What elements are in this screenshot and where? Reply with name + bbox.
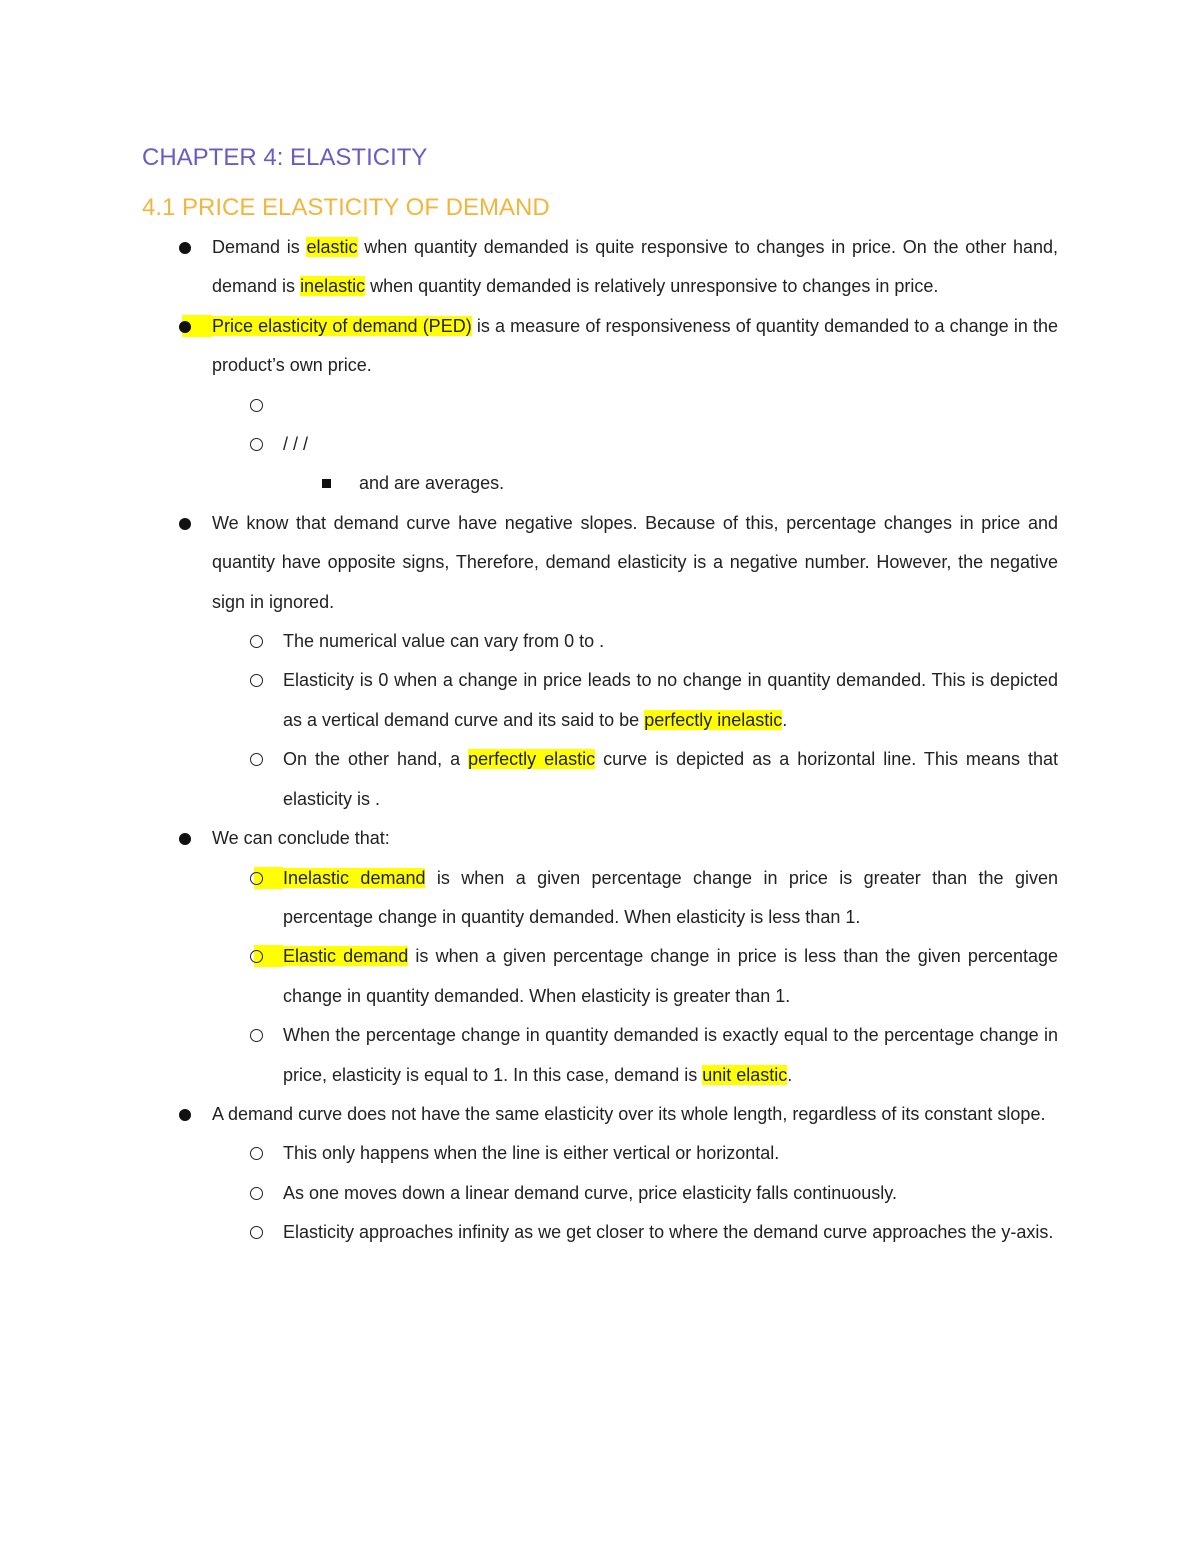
bullet-square-icon [322, 479, 331, 488]
sub-bullet-item [142, 1134, 1058, 1173]
highlighted-term: elastic [306, 237, 358, 257]
bullet-item [142, 819, 1058, 858]
sub-bullet-item [142, 1174, 1058, 1213]
text-run: curve is depicted as a horizontal line. This means that elasticity is . [283, 749, 1058, 809]
bullet-item [142, 228, 1058, 307]
text-run: The numerical value can vary from 0 to . [283, 631, 605, 652]
highlighted-term: Price elasticity of demand (PED) [212, 315, 472, 336]
document-body [142, 138, 1058, 1253]
sub-bullet-item [142, 1213, 1058, 1252]
bullet-dot-icon [179, 518, 191, 530]
sub-bullet-item [142, 1016, 1058, 1095]
sub-bullet-item [142, 937, 1058, 1016]
bullet-item [142, 1095, 1058, 1134]
chapter-title: CHAPTER 4: ELASTICITY [142, 144, 428, 171]
highlighted-term: Elastic demand [283, 946, 409, 967]
bullet-item [142, 307, 1058, 386]
sub-sub-bullet-item [142, 464, 1058, 503]
bullet-circle-icon [250, 753, 263, 766]
bullet-dot-icon [179, 1109, 191, 1121]
highlighted-term: perfectly elastic [468, 749, 596, 770]
bullet-dot-icon [179, 321, 191, 333]
sub-bullet-item [142, 425, 1058, 464]
text-run: . [782, 709, 788, 730]
text-run: when quantity demanded is quite responsive to changes in price. On the other hand, demand is [212, 237, 1058, 297]
highlighted-term: inelastic [300, 276, 366, 297]
sub-bullet-item [142, 622, 1058, 661]
text-run: A demand curve does not have the same elasticity over its whole length, regardless of its constant slope. [212, 1103, 1046, 1124]
bullet-dot-icon [179, 833, 191, 845]
bullet-circle-icon [250, 635, 263, 648]
bullet-circle-icon [250, 399, 263, 412]
section-title: 4.1 PRICE ELASTICITY OF DEMAND [142, 194, 550, 221]
bullet-circle-icon [250, 1029, 263, 1042]
text-run: When the percentage change in quantity demanded is exactly equal to the percentage change in price, elasticity is equal to 1. In this case, demand is [283, 1025, 1058, 1085]
text-run: As one moves down a linear demand curve, price elasticity falls continuously. [283, 1182, 897, 1203]
text-run: is when a given percentage change in price is less than the given percentage change in quantity demanded. When elasticity is greater than 1. [283, 946, 1058, 1006]
sub-bullet-item [142, 740, 1058, 819]
sub-bullet-item [142, 661, 1058, 740]
text-run: when quantity demanded is relatively unresponsive to changes in price. [365, 276, 939, 297]
text-run: is when a given percentage change in price is greater than the given percentage change in quantity demanded. When elasticity is less than 1. [283, 867, 1058, 927]
bullet-circle-icon [250, 872, 263, 885]
text-run: Elasticity approaches infinity as we get closer to where the demand curve approaches the y-axis. [283, 1222, 1054, 1243]
highlighted-term: Inelastic demand [283, 867, 426, 888]
text-run: This only happens when the line is either vertical or horizontal. [283, 1143, 780, 1164]
text-run: Demand is [212, 237, 307, 257]
sub-bullet-item [142, 386, 1058, 425]
bullet-circle-icon [250, 1226, 263, 1239]
bullet-circle-icon [250, 438, 263, 451]
text-run: On the other hand, a [283, 749, 469, 770]
bullet-circle-icon [250, 1187, 263, 1200]
text-run: and are averages. [359, 473, 505, 494]
bullet-dot-icon [179, 242, 191, 254]
bullet-circle-icon [250, 674, 263, 687]
text-run: . [787, 1064, 793, 1085]
text-run: / / / [283, 434, 309, 455]
text-run: We know that demand curve have negative slopes. Because of this, percentage changes in price and quantity have opposite signs, Therefore, demand elasticity is a negative number. However, the negative sign in ignored. [212, 512, 1058, 612]
text-run [283, 395, 288, 415]
bullet-item [142, 504, 1058, 622]
text-run: Elasticity is 0 when a change in price leads to no change in quantity demanded. This is depicted as a vertical demand curve and its said to be [283, 670, 1058, 730]
sub-bullet-item [142, 859, 1058, 938]
text-run: is a measure of responsiveness of quantity demanded to a change in the product’s own price. [212, 315, 1059, 376]
text-run: We can conclude that: [212, 828, 390, 849]
bullet-circle-icon [250, 1147, 263, 1160]
highlighted-term: unit elastic [702, 1064, 788, 1085]
highlighted-term: perfectly inelastic [644, 709, 783, 730]
